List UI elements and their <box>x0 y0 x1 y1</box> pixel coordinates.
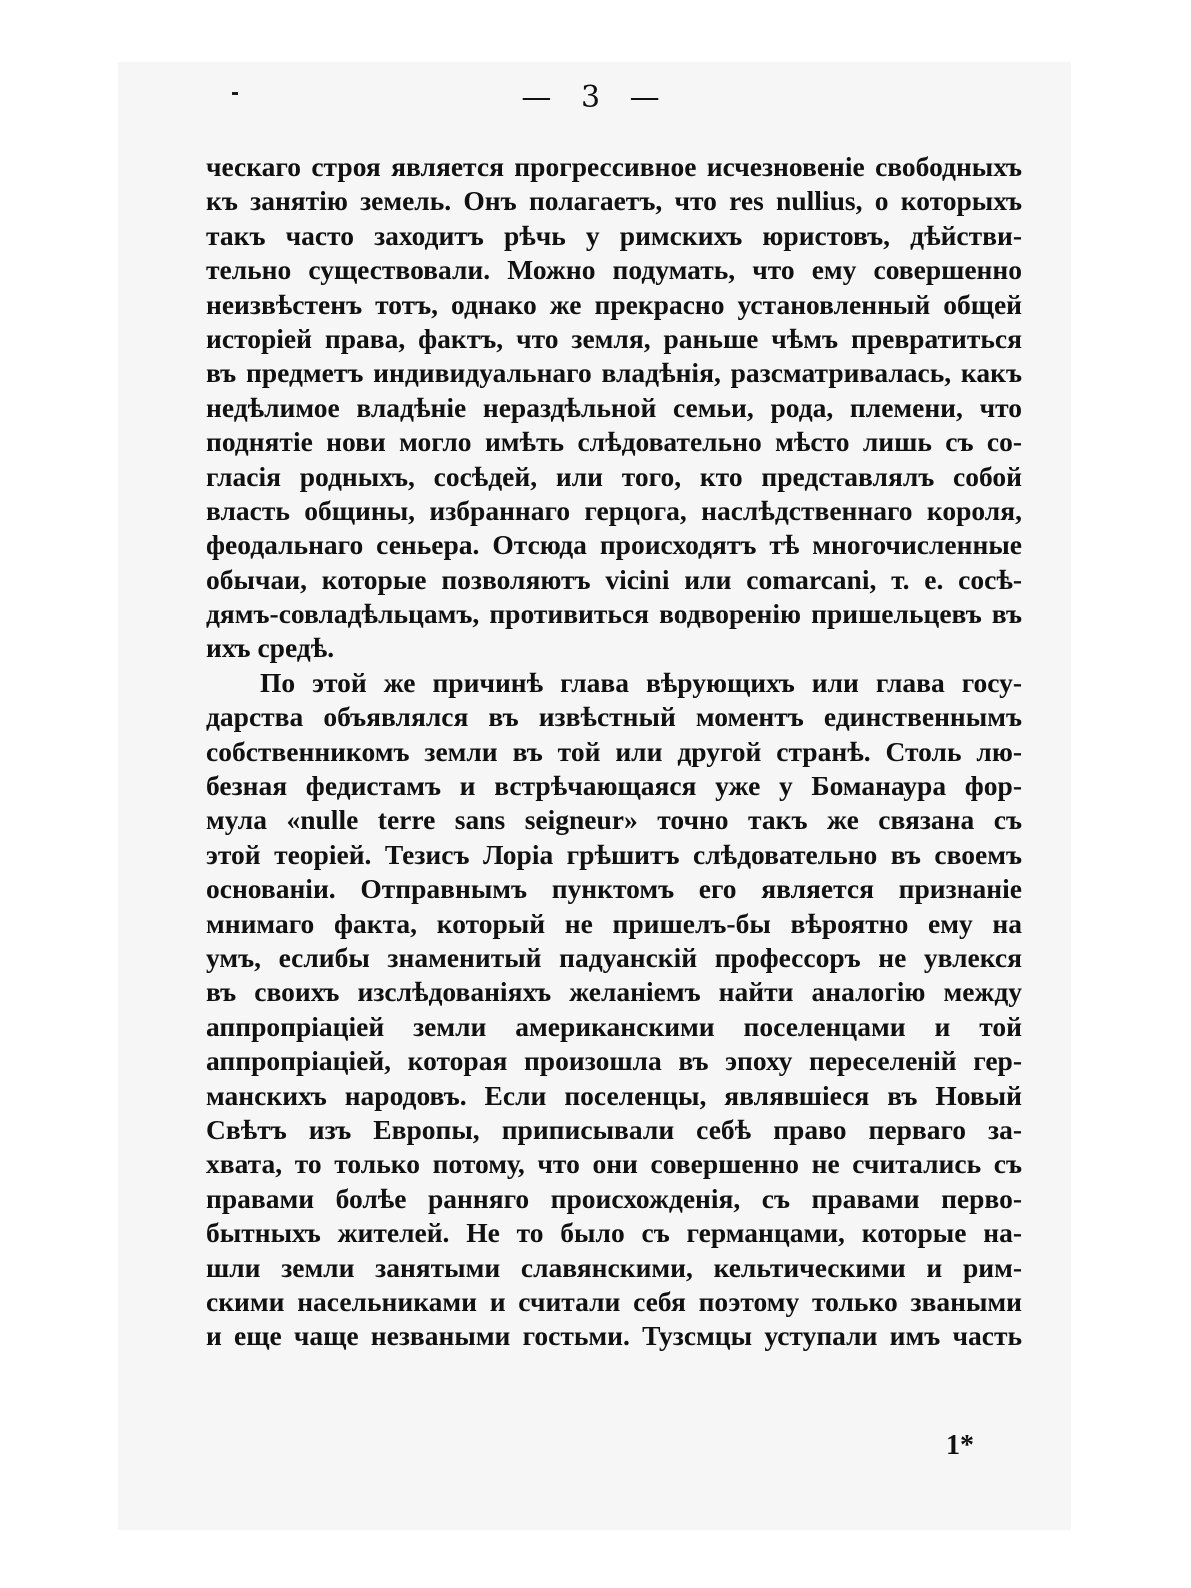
text-line: гласiя родныхъ, сосѣдей, или того, кто представлялъ собой <box>206 460 1022 492</box>
text-line: аппропрiацiей, которая произошла въ эпоху переселенiй гер- <box>206 1045 1022 1077</box>
text-line: этой теорiей. Тезисъ Лорiа грѣшитъ слѣдовательно въ своемъ <box>206 838 1022 870</box>
text-line: манскихъ народовъ. Если поселенцы, являвшiеся въ Новый <box>206 1079 1022 1111</box>
signature-mark: 1* <box>946 1430 974 1461</box>
text-line: По этой же причинѣ глава вѣрующихъ или глава госу- <box>260 666 1022 698</box>
text-line: мула «nulle terre sans seigneur» точно такъ же связана съ <box>206 804 1022 836</box>
text-line: скими насельниками и считали себя поэтому только зваными <box>206 1285 1022 1317</box>
text-line: поднятiе нови могло имѣть слѣдовательно мѣсто лишь съ со- <box>206 426 1022 458</box>
text-line: исторiей права, фактъ, что земля, раньше чѣмъ превратиться <box>206 322 1022 354</box>
text-line: ческаго строя является прогрессивное исчезновенiе свободныхъ <box>206 151 1022 182</box>
text-line: такъ часто заходитъ рѣчь у римскихъ юристовъ, дѣйстви- <box>206 219 1022 251</box>
text-line: и еще чаще незваными гостьми. Тузсмцы уступали имъ часть <box>206 1320 1022 1352</box>
text-line: основанiи. Отправнымъ пунктомъ его является признанiе <box>206 873 1022 905</box>
text-line: ихъ средѣ. <box>206 632 335 664</box>
text-line: собственникомъ земли въ той или другой странѣ. Столь лю- <box>206 735 1022 767</box>
text-line: шли земли занятыми славянскими, кельтическими и рим- <box>206 1251 1022 1283</box>
text-line: правами болѣе ранняго происхожденiя, съ правами перво- <box>206 1182 1022 1214</box>
text-line: мнимаго факта, который не пришелъ-бы вѣроятно ему на <box>206 907 1022 939</box>
text-line: тельно существовали. Можно подумать, что ему совершенно <box>206 254 1022 286</box>
text-line: въ предметъ индивидуальнаго владѣнiя, разсматривалась, какъ <box>206 357 1022 389</box>
text-line: дямъ-совладѣльцамъ, противиться водворенiю пришельцевъ въ <box>206 598 1022 630</box>
text-line: хвата, то только потому, что они совершенно не считались съ <box>206 1148 1022 1180</box>
text-line: недѣлимое владѣнiе нераздѣльной семьи, рода, племени, что <box>206 391 1022 423</box>
text-line: въ своихъ изслѣдованiяхъ желанiемъ найти аналогiю между <box>206 976 1022 1008</box>
text-line: къ занятiю земель. Онъ полагаетъ, что res nullius, о которыхъ <box>206 185 1022 217</box>
page-number: — 3 — <box>521 80 670 115</box>
text-line: безная федистамъ и встрѣчающаяся уже у Боманаура фор- <box>206 770 1022 802</box>
text-line: власть общины, избраннаго герцога, наслѣдственнаго короля, <box>206 494 1022 526</box>
text-line: обычаи, которые позволяютъ vicini или comarcani, т. е. сосѣ- <box>206 563 1022 595</box>
text-line: умъ, еслибы знаменитый падуанскiй профессоръ не увлекся <box>206 941 1022 973</box>
text-line: феодальнаго сеньера. Отсюда происходятъ тѣ многочисленные <box>206 529 1022 561</box>
text-line: неизвѣстенъ тотъ, однако же прекрасно установленный общей <box>206 288 1022 320</box>
text-line: бытныхъ жителей. Не то было съ германцами, которые на- <box>206 1217 1022 1249</box>
text-line: аппропрiацiей земли американскими поселенцами и той <box>206 1010 1022 1042</box>
text-line: Свѣтъ изъ Европы, приписывали себѣ право перваго за- <box>206 1113 1022 1145</box>
text-line: дарства объявлялся въ извѣстный моментъ единственнымъ <box>206 701 1022 733</box>
body-text <box>206 150 1022 1354</box>
